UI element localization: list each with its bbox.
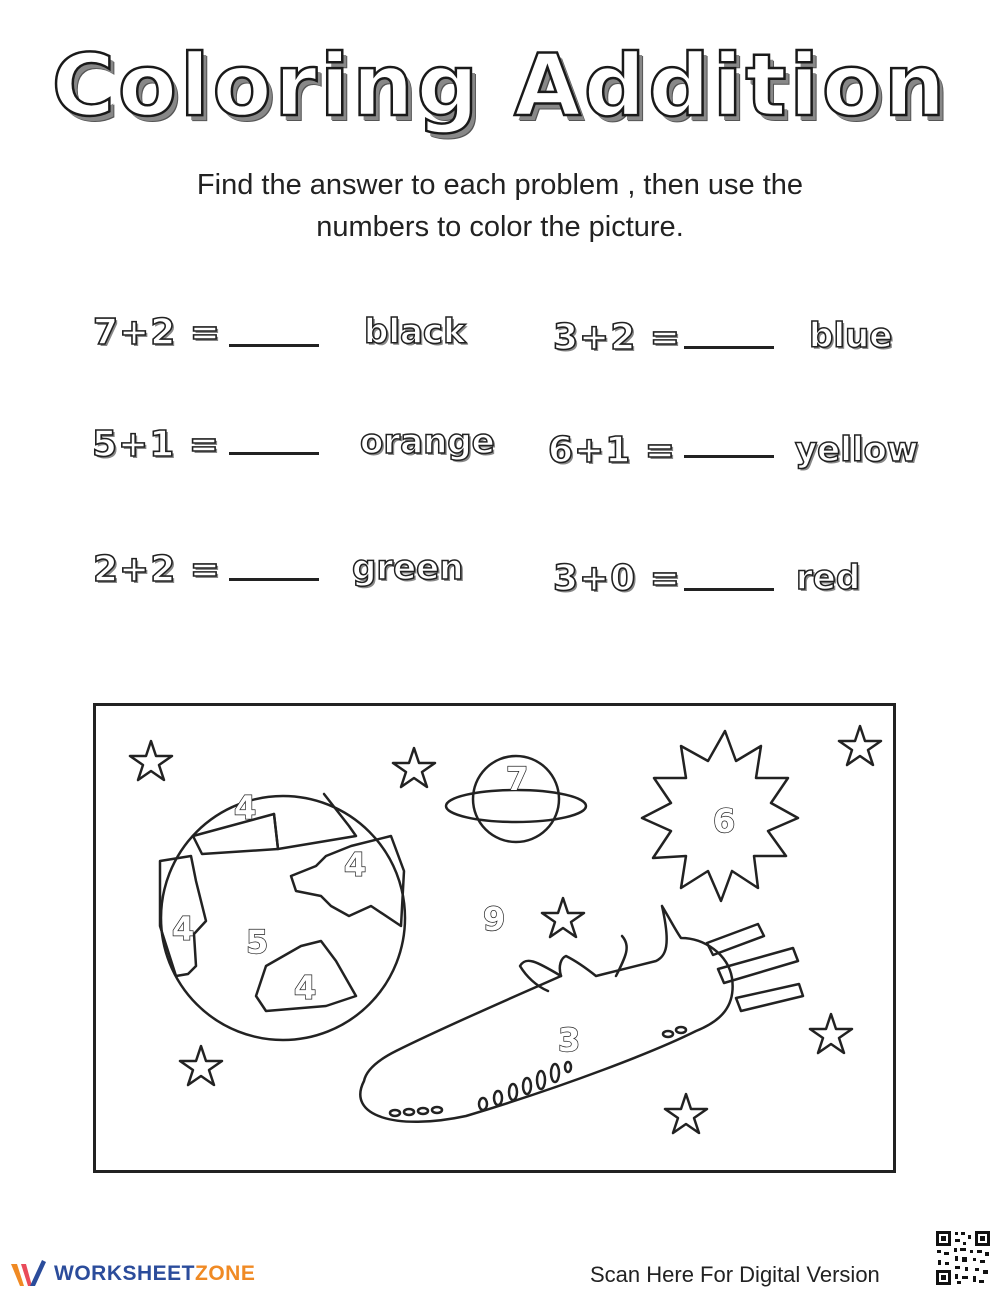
problem-expression: 2+2 =	[93, 549, 221, 590]
problem-expression: 6+1 =	[548, 430, 676, 471]
color-word: green	[352, 548, 464, 588]
answer-blank[interactable]	[684, 455, 774, 458]
coloring-picture-frame	[93, 703, 896, 1173]
star-icon	[810, 1014, 852, 1053]
brand-name-part-2: ZONE	[195, 1262, 256, 1285]
color-word: red	[796, 558, 861, 598]
star-icon	[542, 898, 584, 937]
answer-blank[interactable]	[229, 452, 319, 455]
answer-blank[interactable]	[684, 588, 774, 591]
answer-blank[interactable]	[229, 578, 319, 581]
region-number-label: 3	[558, 1021, 581, 1059]
color-word: black	[364, 312, 466, 352]
scan-instruction: Scan Here For Digital Version	[590, 1262, 880, 1287]
answer-blank[interactable]	[684, 346, 774, 349]
problem-expression: 3+2 =	[553, 317, 681, 358]
qr-code-icon[interactable]	[935, 1230, 991, 1286]
problem-expression: 5+1 =	[92, 424, 220, 465]
star-icon	[665, 1094, 707, 1133]
coloring-picture	[96, 706, 893, 1170]
instructions	[100, 164, 900, 248]
instructions-line-2: numbers to color the picture.	[316, 211, 684, 243]
problem-expression: 3+0 =	[553, 558, 681, 599]
instructions-line-1: Find the answer to each problem , then use the	[196, 169, 804, 201]
motion-line	[736, 984, 803, 1011]
rocket-fin	[520, 961, 561, 991]
region-number-label: 4	[234, 789, 257, 827]
color-word: blue	[809, 316, 893, 356]
region-number-label: 4	[294, 969, 317, 1007]
answer-blank[interactable]	[229, 344, 319, 347]
region-number-label: 4	[344, 846, 367, 884]
color-word: orange	[360, 422, 495, 462]
star-icon	[393, 748, 435, 787]
region-number-label: 4	[172, 910, 195, 948]
problem-expression: 7+2 =	[93, 312, 221, 353]
brand-logo[interactable]	[8, 1256, 255, 1292]
star-icon	[839, 726, 881, 765]
brand-name-part-1: WORKSHEET	[54, 1262, 195, 1285]
globe-region	[274, 794, 356, 849]
region-number-label: 6	[713, 802, 736, 840]
region-number-label: 9	[483, 900, 506, 938]
rocket-body	[360, 906, 732, 1122]
color-word: yellow	[795, 430, 919, 470]
globe-shape	[161, 796, 405, 1040]
star-icon	[130, 741, 172, 780]
star-icon	[180, 1046, 222, 1085]
worksheet-title: Coloring Addition	[51, 36, 949, 136]
region-number-label: 7	[506, 760, 529, 798]
motion-line	[718, 948, 798, 983]
worksheet-zone-logo-icon	[8, 1256, 48, 1292]
region-number-label: 5	[246, 923, 269, 961]
